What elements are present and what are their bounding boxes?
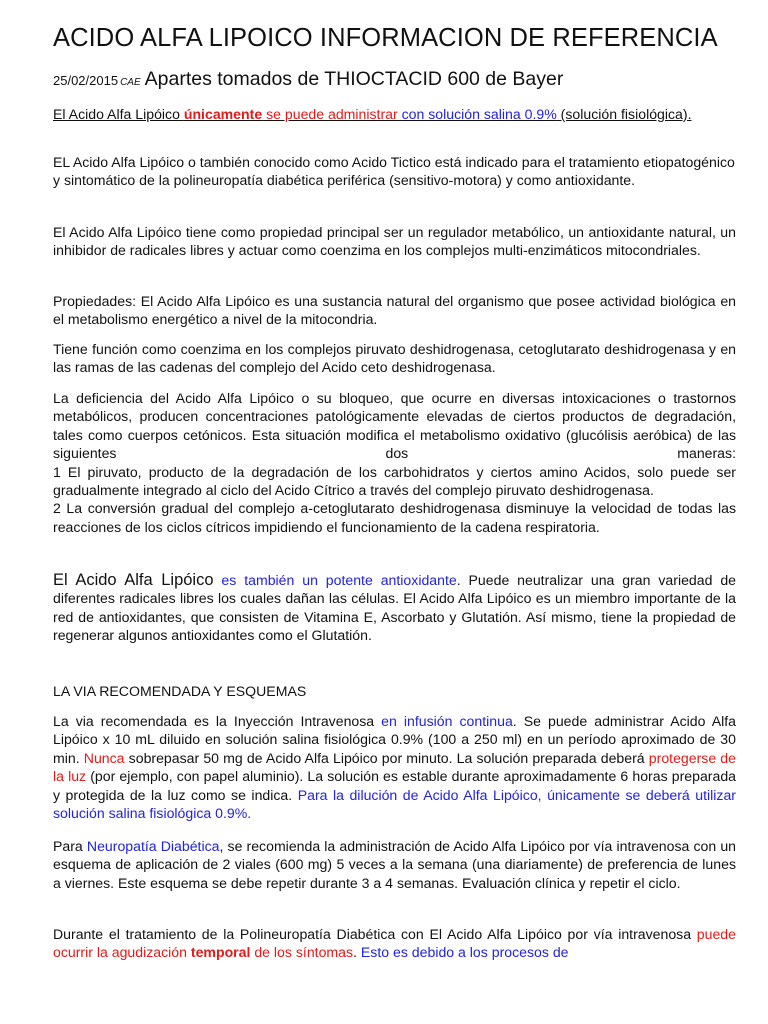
- p8-text-a: La via recomendada es la Inyección Intravenosa: [53, 713, 382, 729]
- p10-red-temporal: temporal: [190, 944, 251, 961]
- section-heading: LA VIA RECOMENDADA Y ESQUEMAS: [53, 683, 307, 699]
- subtitle-cae: CAE: [120, 77, 141, 88]
- p8-red-luz: protegerse de la luz: [53, 749, 736, 785]
- paragraph-10: [53, 925, 736, 962]
- p10-text-a: Durante el tratamiento de la Polineuropatía Diabética con El Acido Alfa Lipóico por vía intravenosa: [53, 926, 697, 942]
- p1-emphasis-unicamente: únicamente: [183, 106, 263, 122]
- p7-blue: es también un potente antioxidante: [213, 572, 457, 588]
- p9-text-a: Para: [53, 838, 87, 854]
- p1-text-e: (solución fisiológica).: [556, 106, 692, 122]
- paragraph-8: [53, 712, 736, 822]
- p6-intro: La deficiencia del Acido Alfa Lipóico o su bloqueo, que ocurre en diversas intoxicaciones o trastornos metabólicos, producen concentraciones patológicamente elevadas de ciertos productos de degradación, tales como cuerpos cetónicos. Esta situación modifica el metabolismo oxidativo (glucólisis aeróbica) de las siguientes dos maneras:: [53, 390, 736, 462]
- p6-item-1: 1 El piruvato, producto de la degradación de los carbohidratos y ciertos amino Acidos, solo puede ser gradualmente integrado al ciclo del Acido Cítrico a través del complejo piruvato deshidrogenasa.: [53, 463, 736, 499]
- p9-text-c: , se recomienda la administración de Acido Alfa Lipóico por vía intravenosa con un esquema de aplicación de 2 viales (600 mg) 5 veces a la semana (una diariamente) de preferencia de lunes a viernes. Este esquema se debe repetir durante 3 a 4 semanas. Evaluación clínica y repetir el ciclo.: [53, 838, 736, 891]
- p10-red-sintomas: de los síntomas: [250, 944, 354, 961]
- p1-text-red: se puede administrar: [262, 106, 402, 122]
- subtitle-text: Apartes tomados de THIOCTACID 600 de Bayer: [144, 68, 564, 90]
- paragraph-6: [53, 389, 736, 536]
- subtitle-date: 25/02/2015: [53, 73, 119, 88]
- paragraph-4: Propiedades: El Acido Alfa Lipóico es una sustancia natural del organismo que posee actividad biológica en el metabolismo energético a nivel de la mitocondria.: [53, 293, 736, 328]
- p6-item-2: 2 La conversión gradual del complejo a-cetoglutarato deshidrogenasa disminuye la velocidad de todas las reacciones de los ciclos cítricos impidiendo el funcionamiento de la cadena respiratoria.: [53, 500, 736, 535]
- p8-text-g: (por ejemplo, con papel aluminio). La solución es estable durante aproximadamente 6 horas preparada y protegida de la luz como se indica.: [53, 768, 737, 803]
- p10-text-e: .: [353, 944, 361, 961]
- page-title: ACIDO ALFA LIPOICO INFORMACION DE REFERENCIA: [53, 24, 718, 52]
- subtitle: [53, 68, 563, 91]
- p7-lead: El Acido Alfa Lipóico: [53, 571, 214, 589]
- p10-red-a: puede ocurrir la agudización: [53, 926, 736, 961]
- paragraph-7: [53, 571, 736, 645]
- p7-text: . Puede neutralizar una gran variedad de diferentes radicales libres los cuales dañan las células. El Acido Alfa Lipóico es un miembro importante de la red de antioxidantes, que consisten de Vitamina E, Ascorbato y Glutatión. Así mismo, tiene la propiedad de regenerar algunos antioxidantes como el Glutatión.: [53, 572, 736, 644]
- p8-text-c: . Se puede administrar Acido Alfa Lipóico x 10 mL diluido en solución salina fisiológica 0.9% (100 a 250 ml) en un período aproximado de 30 min.: [53, 713, 736, 766]
- p8-blue-infusion: en infusión continua: [381, 713, 513, 729]
- paragraph-5: Tiene función como coenzima en los complejos piruvato deshidrogenasa, cetoglutarato deshidrogenasa y en las ramas de las cadenas del complejo del Acido ceto deshidrogenasa.: [53, 341, 736, 376]
- p1-text-blue: con solución salina 0.9%: [401, 106, 557, 122]
- paragraph-1: [53, 105, 736, 123]
- p10-blue-procesos: Esto es debido a los procesos de: [360, 944, 569, 961]
- p8-blue-dilucion: Para la dilución de Acido Alfa Lipóico, únicamente se deberá utilizar solución salina fisiológica 0.9%.: [53, 786, 736, 822]
- p8-text-e: sobrepasar 50 mg de Acido Alfa Lipóico por minuto. La solución preparada deberá: [124, 749, 649, 766]
- p9-blue-neuropatia: Neuropatía Diabética: [86, 838, 220, 854]
- p1-text-a: El Acido Alfa Lipóico: [53, 106, 184, 122]
- paragraph-2: EL Acido Alfa Lipóico o también conocido como Acido Tictico está indicado para el tratamiento etiopatogénico y sintomático de la polineuropatía diabética periférica (sensitivo-motora) y como antioxidante.: [53, 154, 735, 189]
- paragraph-9: [53, 837, 736, 892]
- p8-red-nunca: Nunca: [83, 749, 125, 766]
- paragraph-3: El Acido Alfa Lipóico tiene como propiedad principal ser un regulador metabólico, un antioxidante natural, un inhibidor de radicales libres y actuar como coenzima en los complejos multi-enzimáticos mitocondriales.: [53, 224, 736, 259]
